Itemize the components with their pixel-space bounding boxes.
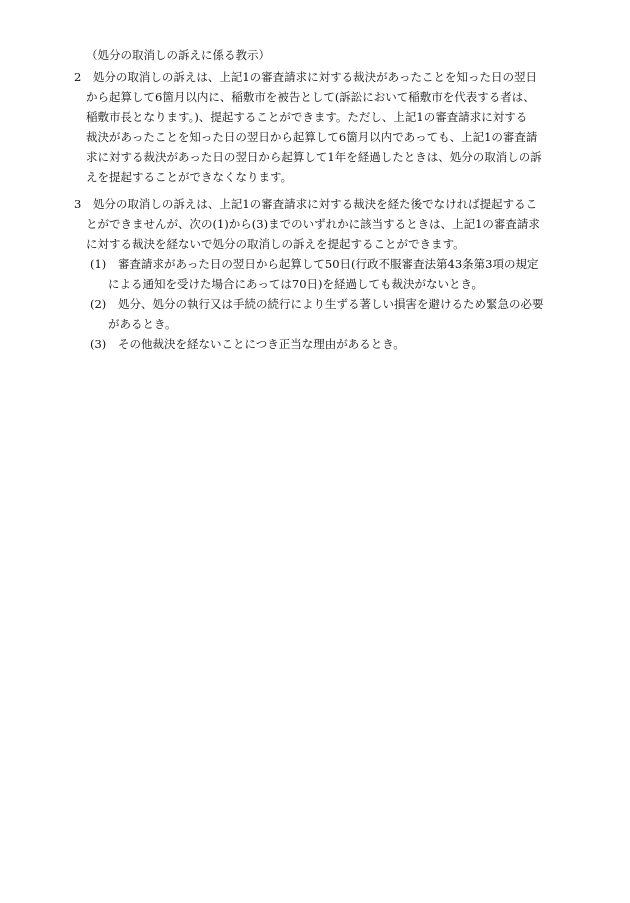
paragraph-2	[74, 67, 554, 187]
list-item-2	[90, 294, 560, 334]
list-item-number: (1)	[90, 257, 107, 271]
list-item-text: 処分、処分の執行又は手続の続行により生ずる著しい損害を避けるため緊急の必要	[118, 297, 544, 311]
paragraph-line: 求に対する裁決があった日の翌日から起算して1年を経過したときは、処分の取消しの訴	[86, 150, 542, 164]
paragraph-3	[74, 194, 554, 254]
paragraph-line: から起算して6箇月以内に、稲敷市を被告として(訴訟において稲敷市を代表する者は、	[86, 90, 535, 104]
paragraph-line: に対する裁決を経ないで処分の取消しの訴えを提起することができます。	[86, 237, 465, 251]
section-heading: （処分の取消しの訴えに係る教示）	[86, 48, 270, 62]
paragraph-line: 3 処分の取消しの訴えは、上記1の審査請求に対する裁決を経た後でなければ提起するこ	[74, 197, 538, 211]
list-item-text: があるとき。	[108, 317, 177, 331]
list-item-text: 審査請求があった日の翌日から起算して50日(行政不服審査法第43条第3項の規定	[118, 257, 539, 271]
paragraph-line: とができませんが、次の(1)から(3)までのいずれかに該当するときは、上記1の審査請求	[86, 217, 540, 231]
list-item-number: (2)	[90, 297, 107, 311]
paragraph-line: えを提起することができなくなります。	[86, 170, 293, 184]
paragraph-line: 2 処分の取消しの訴えは、上記1の審査請求に対する裁決があったことを知った日の翌日	[74, 70, 538, 84]
list-item-1	[90, 254, 560, 294]
list-item-number: (3)	[90, 337, 107, 351]
paragraph-line: 稲敷市長となります。)、提起することができます。ただし、上記1の審査請求に対する	[86, 110, 528, 124]
list-item-text: による通知を受けた場合にあっては70日)を経過しても裁決がないとき。	[108, 277, 484, 291]
list-item-3	[90, 334, 560, 354]
paragraph-line: 裁決があったことを知った日の翌日から起算して6箇月以内であっても、上記1の審査請	[86, 130, 538, 144]
list-item-text: その他裁決を経ないことにつき正当な理由があるとき。	[118, 337, 405, 351]
